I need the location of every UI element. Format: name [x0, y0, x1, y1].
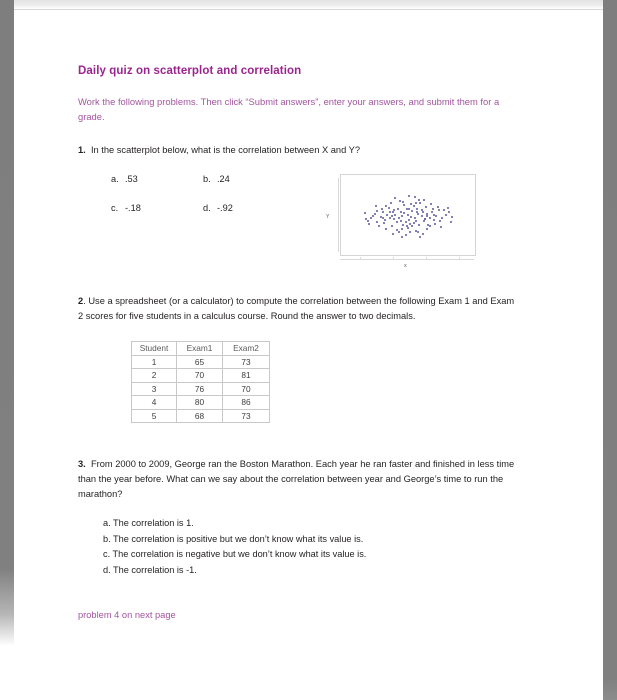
scatter-point — [434, 223, 436, 225]
scatter-point — [396, 229, 398, 231]
scatter-point — [419, 202, 421, 204]
table-row — [132, 382, 270, 396]
scatter-point — [426, 215, 428, 217]
scatter-point — [416, 208, 418, 210]
scatter-point — [406, 208, 408, 210]
column-header-exam1: Exam1 — [177, 342, 223, 356]
scatter-point — [448, 211, 450, 213]
question-1-choice-c[interactable] — [111, 203, 203, 213]
footer-note: problem 4 on next page — [78, 610, 176, 621]
cell-student: 5 — [132, 409, 177, 423]
scatter-point — [438, 209, 440, 211]
scatter-point — [391, 225, 393, 227]
scatter-point — [416, 211, 418, 213]
table-row — [132, 369, 270, 383]
scatter-point — [410, 216, 412, 218]
question-3-choice-a[interactable]: a. The correlation is 1. — [103, 518, 194, 529]
scatter-point — [408, 219, 410, 221]
instructions-text: Work the following problems. Then click “Submit answers”, enter your answers, and submit them for a grade. — [78, 96, 500, 122]
scatter-point — [378, 225, 380, 227]
scatter-point — [389, 211, 391, 213]
cell-student: 3 — [132, 382, 177, 396]
scatter-point — [433, 219, 435, 221]
scatter-point — [391, 215, 393, 217]
scatter-point — [374, 213, 376, 215]
table-header-row — [132, 342, 270, 356]
table-row — [132, 355, 270, 369]
scatter-point — [368, 223, 370, 225]
scatter-point — [437, 206, 439, 208]
scatter-point — [435, 215, 437, 217]
scatter-point — [381, 208, 383, 210]
scatter-point — [376, 210, 378, 212]
scatter-point — [413, 205, 415, 207]
question-3-choice-b[interactable]: b. The correlation is positive but we don’t know what its value is. — [103, 533, 364, 544]
scatter-point — [402, 224, 404, 226]
question-1-choice-d[interactable] — [203, 203, 295, 213]
scatter-point — [385, 205, 387, 207]
scatter-point — [403, 204, 405, 206]
page-title: Daily quiz on scatterplot and correlation — [78, 65, 302, 77]
scatter-point — [411, 225, 413, 227]
question-3-choices — [103, 516, 518, 578]
scatter-point — [394, 197, 396, 199]
scatter-point — [422, 233, 424, 235]
scatter-point — [386, 214, 388, 216]
question-1-choice-b[interactable] — [203, 174, 295, 184]
scatterplot-y-axis-line — [338, 178, 339, 252]
question-2-body: . Use a spreadsheet (or a calculator) to compute the correlation between the following Exam 1 and Exam 2 scores for five students in a calculus course. Round the answer to two decimals. — [78, 296, 515, 322]
question-1-number: 1. — [78, 145, 86, 156]
window-right-edge-bar — [603, 0, 617, 700]
question-3-choice-c[interactable]: c. The correlation is negative but we don’t know what its value is. — [103, 549, 367, 560]
cell-exam2: 73 — [223, 355, 270, 369]
cell-exam2: 73 — [223, 409, 270, 423]
question-1-body: In the scatterplot below, what is the correlation between X and Y? — [90, 145, 361, 156]
question-2-text — [78, 294, 520, 324]
scatter-point — [398, 231, 400, 233]
choice-d-value: -.92 — [217, 203, 233, 214]
scatterplot-x-tick — [426, 257, 427, 260]
scatter-point — [441, 217, 443, 219]
scatter-point — [430, 203, 432, 205]
document-content — [78, 65, 538, 620]
scatter-point — [409, 231, 411, 233]
scatter-point — [403, 212, 405, 214]
window-top-strip — [14, 0, 603, 10]
scatterplot-y-axis-label: Y — [326, 214, 330, 221]
scatter-point — [372, 215, 374, 217]
choice-d-label: d. — [203, 203, 211, 214]
scatter-point — [400, 220, 402, 222]
scatter-point — [418, 224, 420, 226]
cell-exam1: 70 — [177, 369, 223, 383]
scatter-point — [429, 217, 431, 219]
scatter-point — [364, 212, 366, 214]
scatter-point — [413, 222, 415, 224]
scatter-point — [417, 213, 419, 215]
scatter-point — [415, 202, 417, 204]
question-3-number: 3. — [78, 459, 86, 470]
question-2-block — [78, 294, 520, 423]
scatter-point — [383, 222, 385, 224]
window-left-edge-bar — [0, 0, 14, 646]
choice-b-label: b. — [203, 174, 211, 185]
cell-exam1: 68 — [177, 409, 223, 423]
scatter-point — [423, 220, 425, 222]
scatter-point — [394, 214, 396, 216]
cell-student: 4 — [132, 396, 177, 410]
scatter-point — [431, 211, 433, 213]
question-3-choice-d[interactable]: d. The correlation is -1. — [103, 564, 197, 575]
scatter-point — [398, 217, 400, 219]
scatterplot-x-tick — [360, 257, 361, 260]
question-1-block — [78, 143, 538, 274]
scatter-point — [392, 233, 394, 235]
scatter-point — [402, 201, 404, 203]
cell-exam1: 76 — [177, 382, 223, 396]
scatterplot-figure — [320, 174, 480, 274]
scatter-point — [432, 208, 434, 210]
scatter-point — [418, 199, 420, 201]
question-1-choices — [78, 174, 308, 213]
scatter-point — [401, 236, 403, 238]
question-1-row — [78, 174, 538, 274]
question-3-block — [78, 457, 518, 578]
scatter-point — [397, 208, 399, 210]
scatter-point — [384, 219, 386, 221]
cell-student: 2 — [132, 369, 177, 383]
scatter-point — [447, 207, 449, 209]
scatter-point — [382, 211, 384, 213]
scatterplot-x-tick — [393, 257, 394, 260]
table-row — [132, 409, 270, 423]
scatter-point — [405, 234, 407, 236]
cell-exam2: 81 — [223, 369, 270, 383]
scatter-point — [429, 225, 431, 227]
cell-exam2: 86 — [223, 396, 270, 410]
question-2-number: 2 — [78, 296, 84, 307]
scatter-point — [407, 227, 409, 229]
scatterplot-plot-area — [340, 174, 476, 256]
scatter-point — [411, 210, 413, 212]
column-header-exam2: Exam2 — [223, 342, 270, 356]
cell-exam1: 65 — [177, 355, 223, 369]
scatter-point — [417, 231, 419, 233]
scatter-point — [393, 218, 395, 220]
scatter-point — [419, 236, 421, 238]
scatter-point — [376, 221, 378, 223]
scatter-point — [401, 228, 403, 230]
scatter-point — [390, 202, 392, 204]
scatter-point — [370, 217, 372, 219]
cell-exam1: 80 — [177, 396, 223, 410]
scatter-point — [382, 217, 384, 219]
scatter-point — [389, 217, 391, 219]
column-header-student: Student — [132, 342, 177, 356]
question-3-body: From 2000 to 2009, George ran the Boston Marathon. Each year he ran faster and finished in less time than the year before. What can we say about the correlation between year and George’s time to run the marathon? — [78, 459, 515, 500]
question-3-text — [78, 457, 518, 502]
scatter-point — [440, 226, 442, 228]
scatter-point — [401, 215, 403, 217]
scatter-point — [405, 221, 407, 223]
scatter-point — [445, 214, 447, 216]
scatter-point — [396, 221, 398, 223]
scatter-point — [410, 203, 412, 205]
scatter-point — [425, 206, 427, 208]
choice-a-value: .53 — [125, 174, 138, 185]
scatter-point — [423, 199, 425, 201]
scatter-point — [426, 228, 428, 230]
exam-scores-table — [131, 341, 270, 423]
scatterplot-x-axis-label: x — [404, 263, 407, 270]
scatter-point — [439, 220, 441, 222]
scatter-point — [450, 221, 452, 223]
scatter-point — [421, 215, 423, 217]
question-1-choice-a[interactable] — [111, 174, 203, 184]
scatter-point — [408, 195, 410, 197]
question-1-text — [78, 143, 538, 158]
question-1-choice-grid — [111, 174, 308, 213]
scatter-point — [408, 208, 410, 210]
table-row — [132, 396, 270, 410]
choice-a-label: a. — [111, 174, 119, 185]
scatter-point — [367, 220, 369, 222]
choice-c-value: -.18 — [125, 203, 141, 214]
document-page — [15, 10, 602, 700]
scatter-point — [415, 220, 417, 222]
scatter-point — [365, 218, 367, 220]
scatterplot-x-tick — [459, 257, 460, 260]
scatter-point — [433, 214, 435, 216]
scatter-point — [414, 196, 416, 198]
scatter-point — [451, 216, 453, 218]
scatter-point — [399, 200, 401, 202]
cell-exam2: 70 — [223, 382, 270, 396]
scatter-point — [400, 211, 402, 213]
scatter-point — [393, 209, 395, 211]
choice-c-label: c. — [111, 203, 119, 214]
scatter-point — [443, 209, 445, 211]
choice-b-value: .24 — [217, 174, 230, 185]
scatter-point — [414, 217, 416, 219]
scatter-point — [375, 205, 377, 207]
cell-student: 1 — [132, 355, 177, 369]
scatter-point — [388, 207, 390, 209]
scatter-point — [407, 214, 409, 216]
scatter-point — [385, 228, 387, 230]
